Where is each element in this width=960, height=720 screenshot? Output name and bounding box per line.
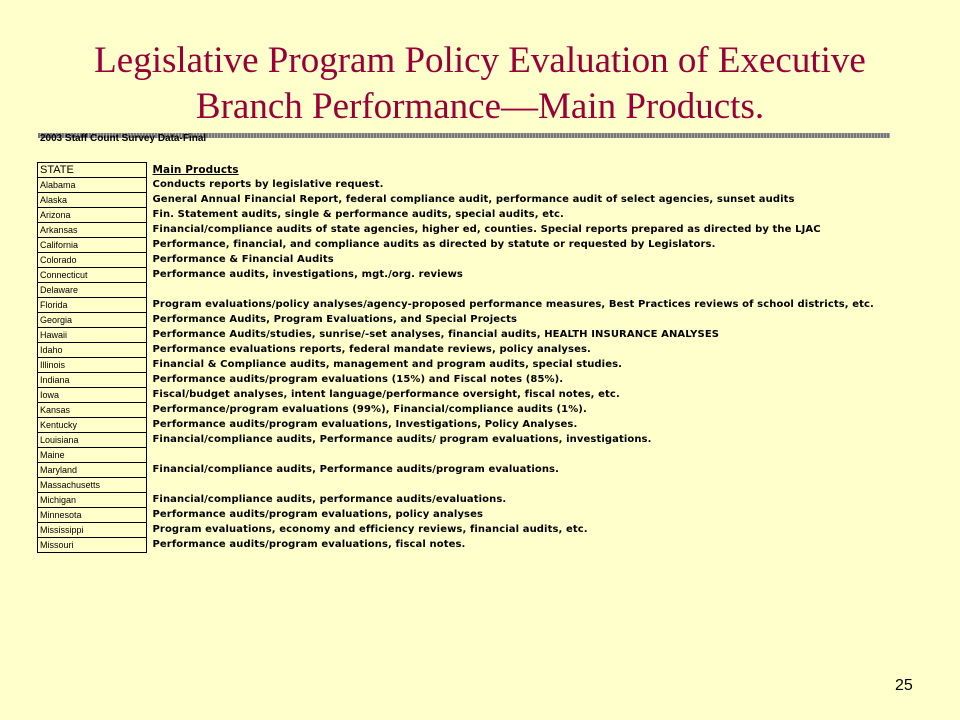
products-cell: Performance Audits/studies, sunrise/-set analyses, financial audits, HEALTH INSURANCE ANALYSES [152, 329, 720, 340]
products-cell: Performance & Financial Audits [152, 254, 334, 265]
state-cell: Louisiana [38, 433, 147, 448]
table-row [38, 268, 874, 283]
state-cell: Florida [38, 298, 147, 313]
products-cell [151, 448, 874, 463]
table-row [38, 418, 874, 433]
products-cell: Performance evaluations reports, federal mandate reviews, policy analyses. [152, 344, 591, 355]
state-cell: Connecticut [38, 268, 147, 283]
slide-title [0, 38, 960, 130]
state-cell: Hawaii [38, 328, 147, 343]
state-cell: Mississippi [38, 523, 147, 538]
products-cell: Financial/compliance audits of state agencies, higher ed, counties. Special reports prepared as directed by the LJAC [152, 224, 821, 235]
state-cell: Alaska [38, 193, 147, 208]
state-cell: Colorado [38, 253, 147, 268]
state-cell: Maine [38, 448, 147, 463]
products-cell: Financial/compliance audits, Performance audits/program evaluations. [152, 464, 559, 475]
table-row [38, 373, 874, 388]
table-row [38, 358, 874, 373]
state-cell: Delaware [38, 283, 147, 298]
products-cell: Performance, financial, and compliance audits as directed by statute or requested by Legislators. [152, 239, 716, 250]
table-row [38, 178, 874, 193]
products-cell [151, 283, 874, 298]
products-cell: Performance/program evaluations (99%), Financial/compliance audits (1%). [152, 404, 587, 415]
state-cell: Indiana [38, 373, 147, 388]
products-cell: Financial & Compliance audits, management and program audits, special studies. [152, 359, 623, 370]
table-row [38, 523, 874, 538]
state-column-header: STATE [38, 163, 147, 178]
products-cell: Fiscal/budget analyses, intent language/performance oversight, fiscal notes, etc. [152, 389, 620, 400]
products-cell: Conducts reports by legislative request. [152, 179, 384, 190]
table-row [38, 298, 874, 313]
state-cell: California [38, 238, 147, 253]
state-cell: Minnesota [38, 508, 147, 523]
products-cell: Program evaluations, economy and efficiency reviews, financial audits, etc. [152, 524, 588, 535]
table-row [38, 328, 874, 343]
table-row [38, 343, 874, 358]
products-cell: Fin. Statement audits, single & performance audits, special audits, etc. [152, 209, 564, 220]
table-row [38, 433, 874, 448]
products-cell: Performance audits, investigations, mgt./org. reviews [152, 269, 463, 280]
table-row [38, 448, 874, 463]
table-row [38, 208, 874, 223]
state-cell: Kentucky [38, 418, 147, 433]
state-cell: Illinois [38, 358, 147, 373]
slide-title-line2: Branch Performance—Main Products. [195, 86, 765, 127]
slide-title-line1: Legislative Program Policy Evaluation of Executive [94, 40, 866, 81]
state-cell: Arizona [38, 208, 147, 223]
table-row [38, 403, 874, 418]
table-row [38, 223, 874, 238]
state-cell: Maryland [38, 463, 147, 478]
products-cell: Financial/compliance audits, performance audits/evaluations. [152, 494, 507, 505]
products-cell: General Annual Financial Report, federal compliance audit, performance audit of select agencies, sunset audits [152, 194, 795, 205]
table-row [38, 388, 874, 403]
products-column-header: Main Products [152, 164, 239, 176]
table-row [38, 313, 874, 328]
table-row [38, 193, 874, 208]
state-cell: Georgia [38, 313, 147, 328]
products-cell: Financial/compliance audits, Performance audits/ program evaluations, investigations. [152, 434, 652, 445]
state-cell: Michigan [38, 493, 147, 508]
products-cell: Program evaluations/policy analyses/agency-proposed performance measures, Best Practices reviews of school districts, etc. [152, 299, 874, 310]
state-cell: Iowa [38, 388, 147, 403]
products-cell: Performance audits/program evaluations, policy analyses [152, 509, 484, 520]
products-cell: Performance audits/program evaluations, Investigations, Policy Analyses. [152, 419, 578, 430]
table-row [38, 238, 874, 253]
state-cell: Alabama [38, 178, 147, 193]
state-cell: Idaho [38, 343, 147, 358]
state-cell: Arkansas [38, 223, 147, 238]
table-row [38, 478, 874, 493]
state-cell: Missouri [38, 538, 147, 553]
table-row [38, 493, 874, 508]
table-row [38, 538, 874, 553]
state-cell: Massachusetts [38, 478, 147, 493]
products-cell: Performance audits/program evaluations (15%) and Fiscal notes (85%). [152, 374, 564, 385]
state-cell: Kansas [38, 403, 147, 418]
table-row [38, 463, 874, 478]
table-row [38, 253, 874, 268]
products-cell: Performance Audits, Program Evaluations, and Special Projects [152, 314, 518, 325]
survey-caption: 2003 Staff Count Survey Data-Final [40, 133, 207, 144]
table-header-row [38, 163, 874, 178]
products-cell [151, 478, 874, 493]
table-row [38, 508, 874, 523]
products-table [37, 162, 874, 553]
page-number: 25 [895, 677, 913, 694]
table-row [38, 283, 874, 298]
products-cell: Performance audits/program evaluations, fiscal notes. [152, 539, 466, 550]
